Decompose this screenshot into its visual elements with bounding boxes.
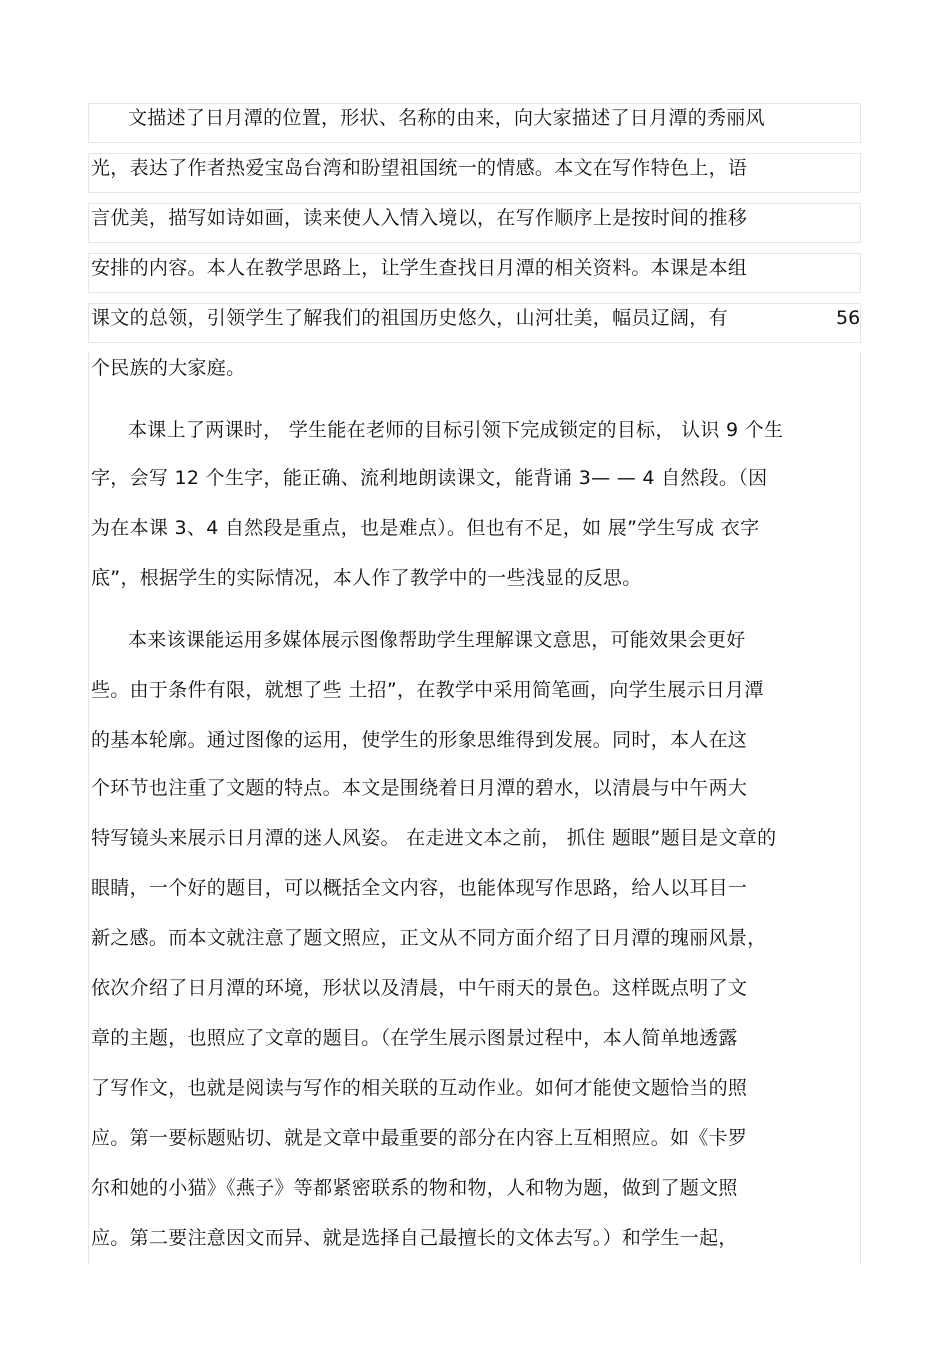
paragraph-line: 了写作文，也就是阅读与写作的相关联的互动作业。如何才能使文题恰当的照 bbox=[91, 1077, 748, 1099]
paragraph-line: 眼睛，一个好的题目，可以概括全文内容，也能体现写作思路，给人以耳目一 bbox=[91, 877, 748, 899]
paragraph-line: 特写镜头来展示日月潭的迷人风姿。 在走进文本之前， 抓住 题眼”题目是文章的 bbox=[91, 827, 777, 849]
paragraph-line: 尔和她的小猫》《燕子》等都紧密联系的物和物，人和物为题，做到了题文照 bbox=[91, 1177, 738, 1199]
paragraph-line: 本课上了两课时， 学生能在老师的目标引领下完成锁定的目标， 认识 9 个生 bbox=[128, 419, 784, 441]
paragraph-line: 言优美，描写如诗如画，读来使人入情入境以，在写作顺序上是按时间的推移 bbox=[91, 207, 748, 229]
paragraph-line: 底”，根据学生的实际情况，本人作了教学中的一些浅显的反思。 bbox=[91, 567, 642, 589]
paragraph-line: 个民族的大家庭。 bbox=[91, 357, 246, 379]
paragraph-line: 应。第二要注意因文而异、就是选择自己最擅长的文体去写。）和学生一起， bbox=[91, 1227, 738, 1249]
paragraph-line: 些。由于条件有限，就想了些 土招”，在教学中采用简笔画，向学生展示日月潭 bbox=[91, 679, 764, 701]
paragraph-line: 为在本课 3、4 自然段是重点，也是难点）。但也有不足，如 展”学生写成 衣字 bbox=[91, 517, 760, 539]
paragraph-line: 安排的内容。本人在教学思路上，让学生查找日月潭的相关资料。本课是本组 bbox=[91, 257, 748, 279]
paragraph-line: 本来该课能运用多媒体展示图像帮助学生理解课文意思，可能效果会更好 bbox=[128, 629, 746, 651]
ethnic-count-number: 56 bbox=[836, 307, 861, 329]
paragraph-line: 字，会写 12 个生字，能正确、流利地朗读课文，能背诵 3— — 4 自然段。（因 bbox=[91, 467, 768, 489]
paragraph-line: 新之感。而本文就注意了题文照应，正文从不同方面介绍了日月潭的瑰丽风景， bbox=[91, 927, 767, 949]
paragraph-line: 章的主题，也照应了文章的题目。（在学生展示图景过程中，本人简单地透露 bbox=[91, 1027, 738, 1049]
paragraph-line: 课文的总领，引领学生了解我们的祖国历史悠久，山河壮美，幅员辽阔，有 bbox=[91, 307, 728, 329]
paragraph-line: 依次介绍了日月潭的环境，形状以及清晨，中午雨天的景色。这样既点明了文 bbox=[91, 977, 748, 999]
paragraph-line: 光，表达了作者热爱宝岛台湾和盼望祖国统一的情感。本文在写作特色上，语 bbox=[91, 157, 748, 179]
paragraph-line: 文描述了日月潭的位置，形状、名称的由来，向大家描述了日月潭的秀丽风 bbox=[128, 107, 765, 129]
paragraph-line: 个环节也注重了文题的特点。本文是围绕着日月潭的碧水，以清晨与中午两大 bbox=[91, 777, 748, 799]
paragraph-line: 的基本轮廓。通过图像的运用，使学生的形象思维得到发展。同时，本人在这 bbox=[91, 729, 748, 751]
paragraph-line: 应。第一要标题贴切、就是文章中最重要的部分在内容上互相照应。如《卡罗 bbox=[91, 1127, 748, 1149]
